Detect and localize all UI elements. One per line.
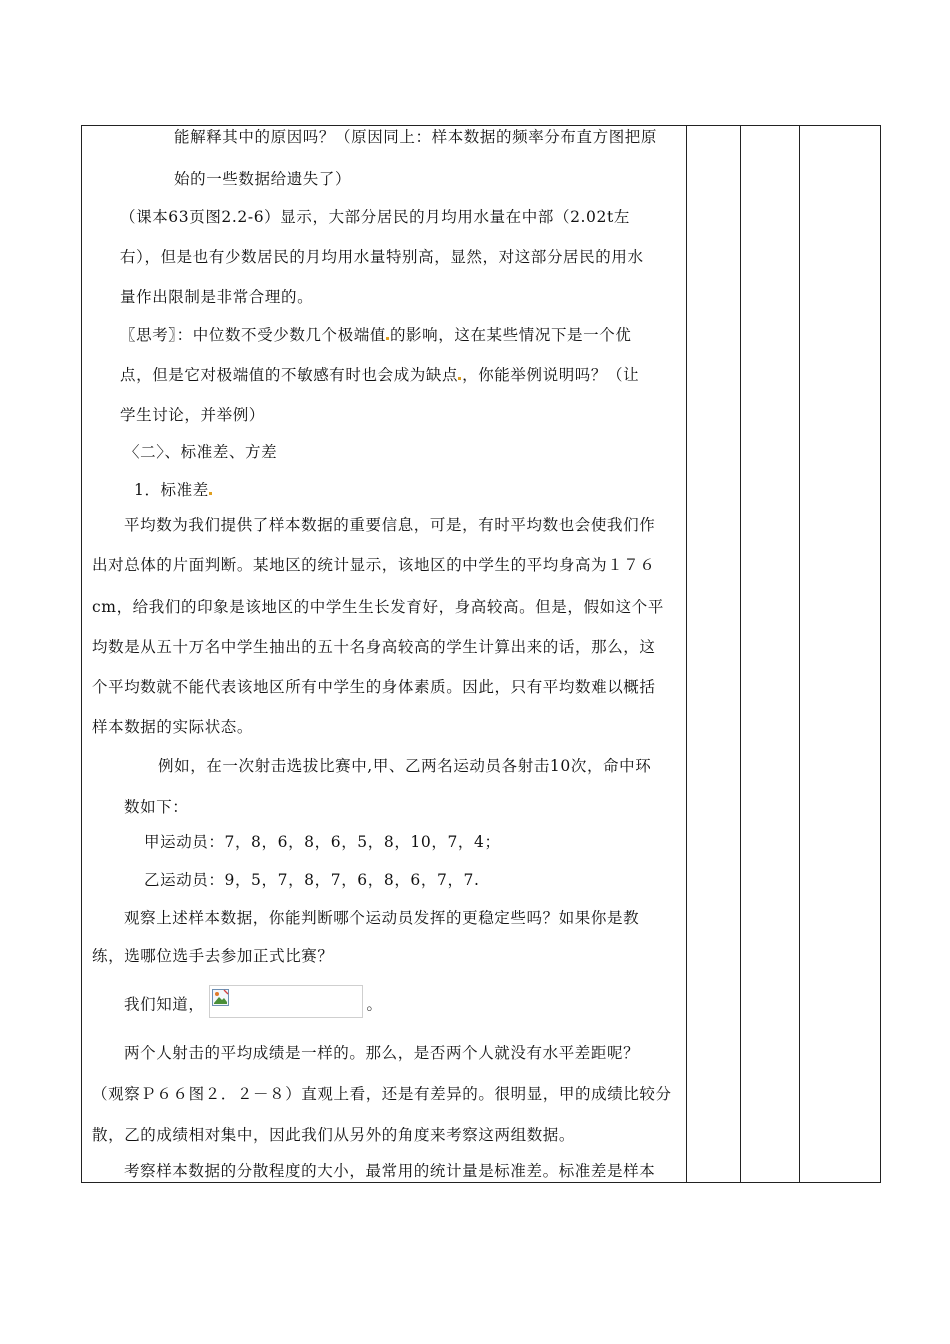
- text-segment: 的影响，这在某些情况下是一个优: [389, 326, 632, 344]
- highlight-dot: [209, 492, 212, 495]
- paragraph-line: 散，乙的成绩相对集中，因此我们从另外的角度来考察这两组数据。: [92, 1126, 576, 1144]
- section-heading: 〈二〉、标准差、方差: [124, 443, 278, 461]
- text-segment: 点，但是它对极端值的不敏感有时也会成为缺点: [120, 366, 459, 384]
- paragraph-line: 样本数据的实际状态。: [92, 718, 254, 736]
- paragraph-line: 能解释其中的原因吗？（原因同上：样本数据的频率分布直方图把原: [174, 128, 658, 146]
- column-divider: [799, 126, 800, 1182]
- text-segment: ，你能举例说明吗？（让: [462, 366, 640, 384]
- paragraph-line: cm，给我们的印象是该地区的中学生生长发育好，身高较高。但是，假如这个平: [92, 598, 664, 616]
- paragraph-line: 观察上述样本数据，你能判断哪个运动员发挥的更稳定些吗？如果你是教: [124, 909, 640, 927]
- paragraph-line: （观察Ｐ６６图２．２－８）直观上看，还是有差异的。很明显，甲的成绩比较分: [92, 1085, 672, 1103]
- highlight-dot: [458, 377, 461, 380]
- text-segment: 1．标准差: [134, 481, 209, 499]
- paragraph-line: 均数是从五十万名中学生抽出的五十名身高较高的学生计算出来的话，那么，这: [92, 638, 656, 656]
- paragraph-line: 个平均数就不能代表该地区所有中学生的身体素质。因此，只有平均数难以概括: [92, 678, 656, 696]
- paragraph-line: 考察样本数据的分散程度的大小，最常用的统计量是标准差。标准差是样本: [124, 1162, 656, 1180]
- paragraph-line: 出对总体的片面判断。某地区的统计显示，该地区的中学生的平均身高为１７６: [92, 556, 656, 574]
- paragraph-line: 平均数为我们提供了样本数据的重要信息，可是，有时平均数也会使我们作: [124, 516, 656, 534]
- paragraph-line: [120, 325, 631, 345]
- paragraph-line: 数如下：: [124, 798, 189, 816]
- highlight-dot: [386, 337, 389, 340]
- paragraph-line: 例如，在一次射击选拔比赛中,甲、乙两名运动员各射击10次，命中环: [158, 757, 652, 775]
- text-segment: 〖思考〗：中位数不受少数几个极端值: [120, 326, 386, 344]
- paragraph-line: 两个人射击的平均成绩是一样的。那么，是否两个人就没有水平差距呢？: [124, 1044, 640, 1062]
- text-segment: 。: [366, 995, 383, 1014]
- data-line-athlete-b: 乙运动员：9，5，7，8，7，6，8，6，7，7.: [144, 871, 480, 889]
- paragraph-line: 始的一些数据给遗失了）: [174, 170, 352, 188]
- column-divider: [686, 126, 687, 1182]
- paragraph-line: 量作出限制是非常合理的。: [120, 288, 314, 306]
- paragraph-line: [124, 989, 383, 1022]
- paragraph-line: [120, 365, 639, 385]
- paragraph-line: 练，选哪位选手去参加正式比赛？: [92, 947, 334, 965]
- column-divider: [740, 126, 741, 1182]
- data-line-athlete-a: 甲运动员：7，8，6，8，6，5，8，10，7，4；: [144, 833, 501, 851]
- text-segment: 我们知道，: [124, 995, 205, 1014]
- subsection-heading: [134, 480, 213, 500]
- paragraph-line: 学生讨论，并举例）: [120, 406, 265, 424]
- formula-image: [209, 985, 363, 1018]
- paragraph-line: 右），但是也有少数居民的月均用水量特别高，显然，对这部分居民的用水: [120, 248, 644, 266]
- paragraph-line: （课本63页图2.2-6）显示，大部分居民的月均用水量在中部（2.02t左: [120, 208, 630, 226]
- broken-image-icon: [212, 989, 229, 1006]
